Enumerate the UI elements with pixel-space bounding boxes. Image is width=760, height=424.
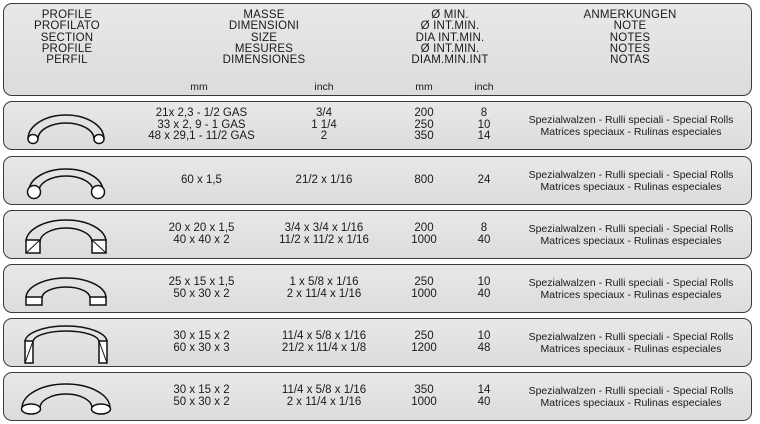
round-tube-ring-icon: [16, 105, 116, 147]
notes-column-header: ANMERKUNGEN NOTE NOTES NOTES NOTAS: [583, 9, 677, 67]
size-mm: 25 x 15 x 1,5 50 x 30 x 2: [168, 276, 235, 300]
row-notes: Spezialwalzen - Rulli speciali - Special Rolls Matrices speciaux - Rulinas especiales: [528, 222, 734, 247]
unit-inch-diameter: inch: [474, 81, 494, 93]
min-diameter-inch: 8 40: [477, 222, 491, 246]
table-row: [3, 210, 752, 259]
row-notes: Spezialwalzen - Rulli speciali - Special Rolls Matrices speciaux - Rulinas especiales: [528, 276, 734, 301]
size-mm: 60 x 1,5: [181, 173, 222, 186]
table-row: [3, 101, 752, 150]
table-row: [3, 372, 752, 421]
profile-column-header: PROFILE PROFILATO SECTION PROFILE PERFIL: [34, 9, 100, 67]
row-notes: Spezialwalzen - Rulli speciali - Special Rolls Matrices speciaux - Rulinas especiales: [528, 113, 734, 138]
size-mm: 21x 2,3 - 1/2 GAS 33 x 2, 9 - 1 GAS 48 x 29,1 - 11/2 GAS: [148, 107, 255, 143]
size-inch: 11/4 x 5/8 x 1/16 2 x 11/4 x 1/16: [281, 384, 367, 408]
round-bar-ring-icon: [16, 160, 116, 202]
table-header: [3, 3, 752, 96]
min-diameter-inch: 10 48: [477, 330, 491, 354]
row-notes: Spezialwalzen - Rulli speciali - Special Rolls Matrices speciaux - Rulinas especiales: [528, 384, 734, 409]
unit-inch: inch: [314, 81, 334, 93]
table-row: [3, 318, 752, 367]
size-mm: 20 x 20 x 1,5 40 x 40 x 2: [168, 222, 235, 246]
unit-mm: mm: [190, 81, 208, 93]
row-notes: Spezialwalzen - Rulli speciali - Special Rolls Matrices speciaux - Rulinas especiales: [528, 330, 734, 355]
min-diameter-inch: 8 10 14: [477, 107, 491, 143]
size-inch: 1 x 5/8 x 1/16 2 x 11/4 x 1/16: [286, 276, 362, 300]
min-diameter-column-header: Ø MIN. Ø INT.MIN. DIA INT.MIN. Ø INT.MIN. DIAM.MIN.INT: [411, 9, 489, 67]
size-inch: 21/2 x 1/16: [295, 173, 353, 186]
size-inch: 11/4 x 5/8 x 1/16 21/2 x 11/4 x 1/8: [281, 330, 367, 354]
min-diameter-mm: 250 1200: [411, 330, 437, 354]
size-column-header: MASSE DIMENSIONI SIZE MESURES DIMENSIONES: [222, 9, 306, 67]
min-diameter-inch: 10 40: [477, 276, 491, 300]
oval-tube-ring-icon: [16, 376, 116, 418]
size-inch: 3/4 x 3/4 x 1/16 11/2 x 11/2 x 1/16: [279, 222, 369, 246]
square-tube-ring-icon: [16, 214, 116, 256]
min-diameter-mm: 200 250 350: [414, 107, 434, 143]
min-diameter-inch: 14 40: [477, 384, 491, 408]
min-diameter-mm: 250 1000: [411, 276, 437, 300]
min-diameter-mm: 350 1000: [411, 384, 437, 408]
min-diameter-inch: 24: [477, 173, 491, 186]
upright-rectangular-tube-ring-icon: [16, 322, 116, 364]
table-row: [3, 264, 752, 313]
size-mm: 30 x 15 x 2 50 x 30 x 2: [173, 384, 230, 408]
table-row: [3, 156, 752, 205]
flat-rectangular-tube-ring-icon: [16, 268, 116, 310]
min-diameter-mm: 200 1000: [411, 222, 437, 246]
size-inch: 3/4 1 1/4 2: [311, 107, 337, 143]
size-mm: 30 x 15 x 2 60 x 30 x 3: [173, 330, 230, 354]
min-diameter-mm: 800: [414, 173, 434, 186]
row-notes: Spezialwalzen - Rulli speciali - Special Rolls Matrices speciaux - Rulinas especiales: [528, 168, 734, 193]
unit-mm-diameter: mm: [415, 81, 433, 93]
